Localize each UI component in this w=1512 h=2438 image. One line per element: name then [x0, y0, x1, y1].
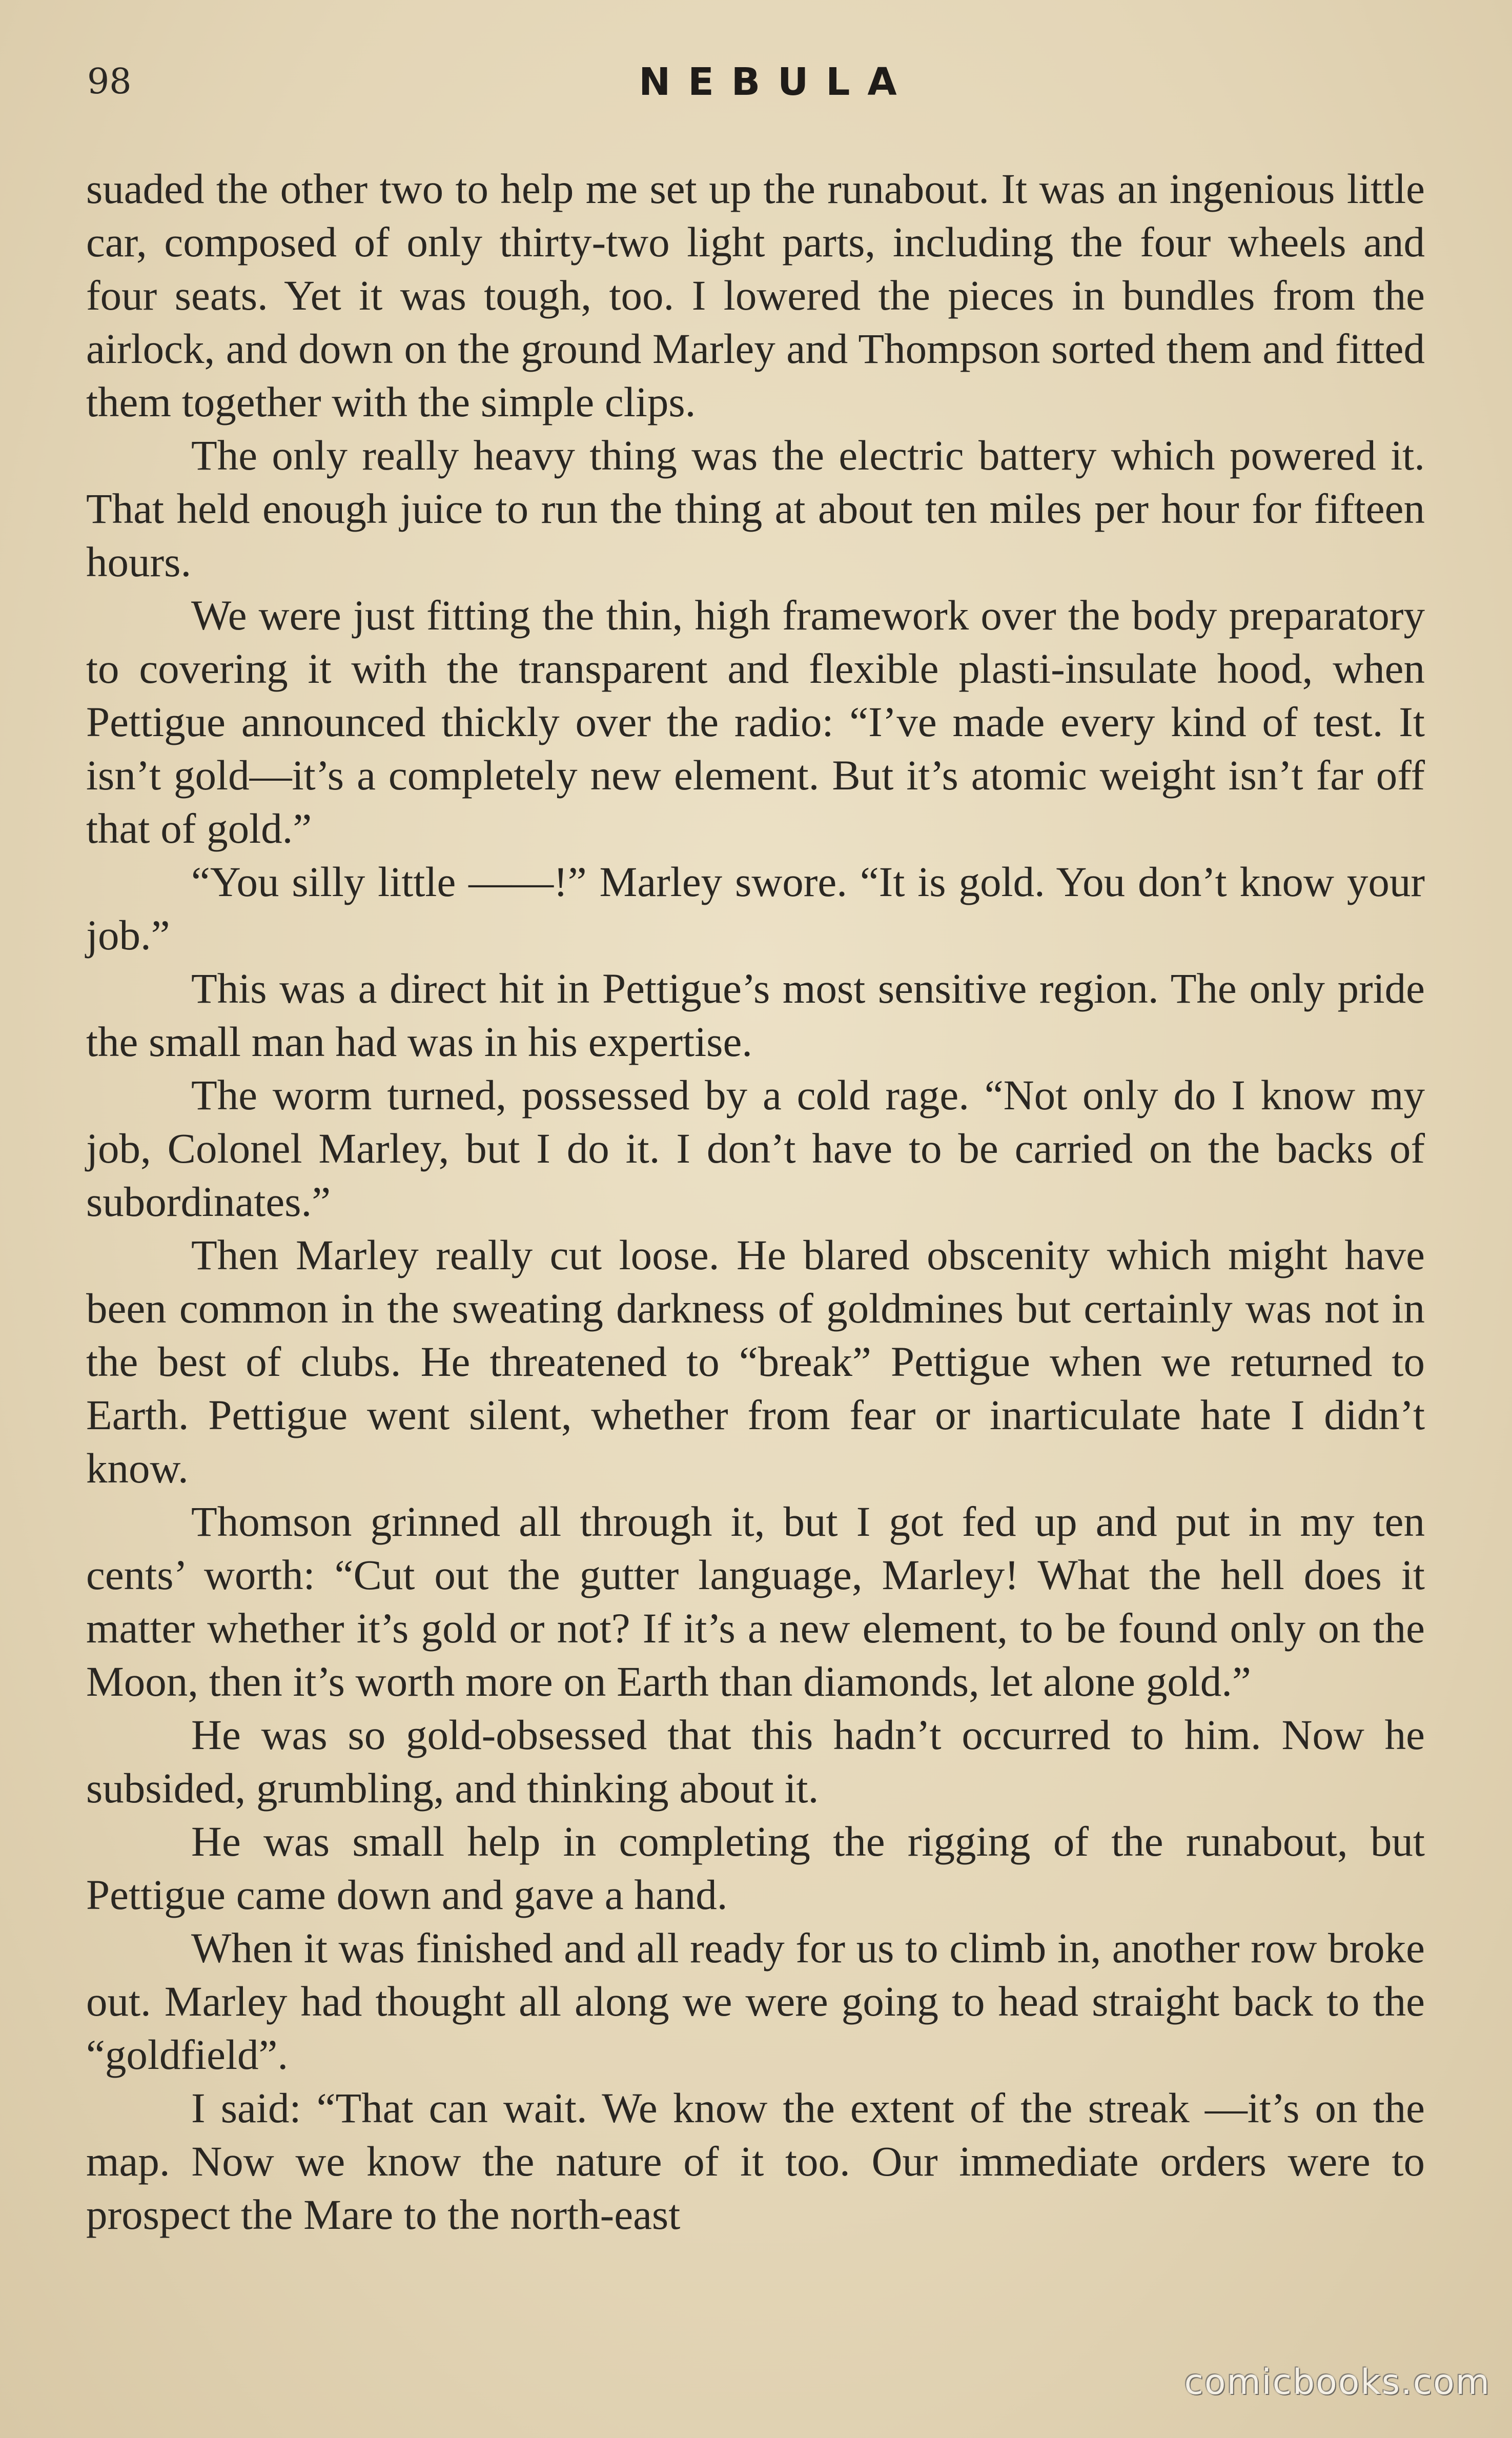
- paragraph-7: Then Marley really cut loose. He blared obscenity which might have been common in the sweating darkness of goldmines but certainly was not in the best of clubs. He threatened to “break” Pettigue when we returned to Earth. Pettigue went silent, whether from fear or inarticulate hate I didn’t know.: [86, 1231, 1425, 1492]
- paragraph-1: suaded the other two to help me set up the runabout. It was an ingenious little car, composed of only thirty-two light parts, including the four wheels and four seats. Yet it was tough, too. I lowered the pieces in bundles from the airlock, and down on the ground Marley and Thompson sorted them and fitted them together with the simple clips.: [86, 165, 1425, 425]
- paragraph-6: The worm turned, possessed by a cold rage. “Not only do I know my job, Colonel Marley, but I do it. I don’t have to be carried on the backs of subordinates.”: [86, 1071, 1425, 1225]
- page-header: [87, 56, 1420, 113]
- paragraph-8: Thomson grinned all through it, but I got fed up and put in my ten cents’ worth: “Cut out the gutter language, Marley! What the hell does it matter whether it’s gold or not? If it’s a new element, to be found only on the Moon, then it’s worth more on Earth than diamonds, let alone gold.”: [86, 1498, 1425, 1705]
- paragraph-5: This was a direct hit in Pettigue’s most sensitive region. The only pride the small man had was in his expertise.: [86, 965, 1425, 1065]
- site-watermark: comicbooks.com: [1184, 2362, 1490, 2403]
- page-number: 98: [87, 62, 132, 102]
- paragraph-11: When it was finished and all ready for us to climb in, another row broke out. Marley had thought all along we were going to head straight back to the “goldfield”.: [86, 1924, 1425, 2078]
- paragraph-12: I said: “That can wait. We know the extent of the streak —it’s on the map. Now we know the nature of it too. Our immediate orders were to prospect the Mare to the north-east: [86, 2084, 1425, 2238]
- paragraph-2: The only really heavy thing was the electric battery which powered it. That held enough juice to run the thing at about ten miles per hour for fifteen hours.: [86, 432, 1425, 585]
- story-text: [86, 162, 1425, 2241]
- paragraph-10: He was small help in completing the rigging of the runabout, but Pettigue came down and gave a hand.: [86, 1818, 1425, 1918]
- paragraph-9: He was so gold-obsessed that this hadn’t occurred to him. Now he subsided, grumbling, and thinking about it.: [86, 1711, 1425, 1812]
- paragraph-4: “You silly little ——!” Marley swore. “It is gold. You don’t know your job.”: [86, 858, 1425, 959]
- paragraph-3: We were just fitting the thin, high framework over the body preparatory to covering it with the transparent and flexible plasti-insulate hood, when Pettigue announced thickly over the radio: “I’ve made every kind of test. It isn’t gold—it’s a completely new element. But it’s atomic weight isn’t far off that of gold.”: [86, 592, 1425, 852]
- running-head-title: NEBULA: [639, 60, 914, 104]
